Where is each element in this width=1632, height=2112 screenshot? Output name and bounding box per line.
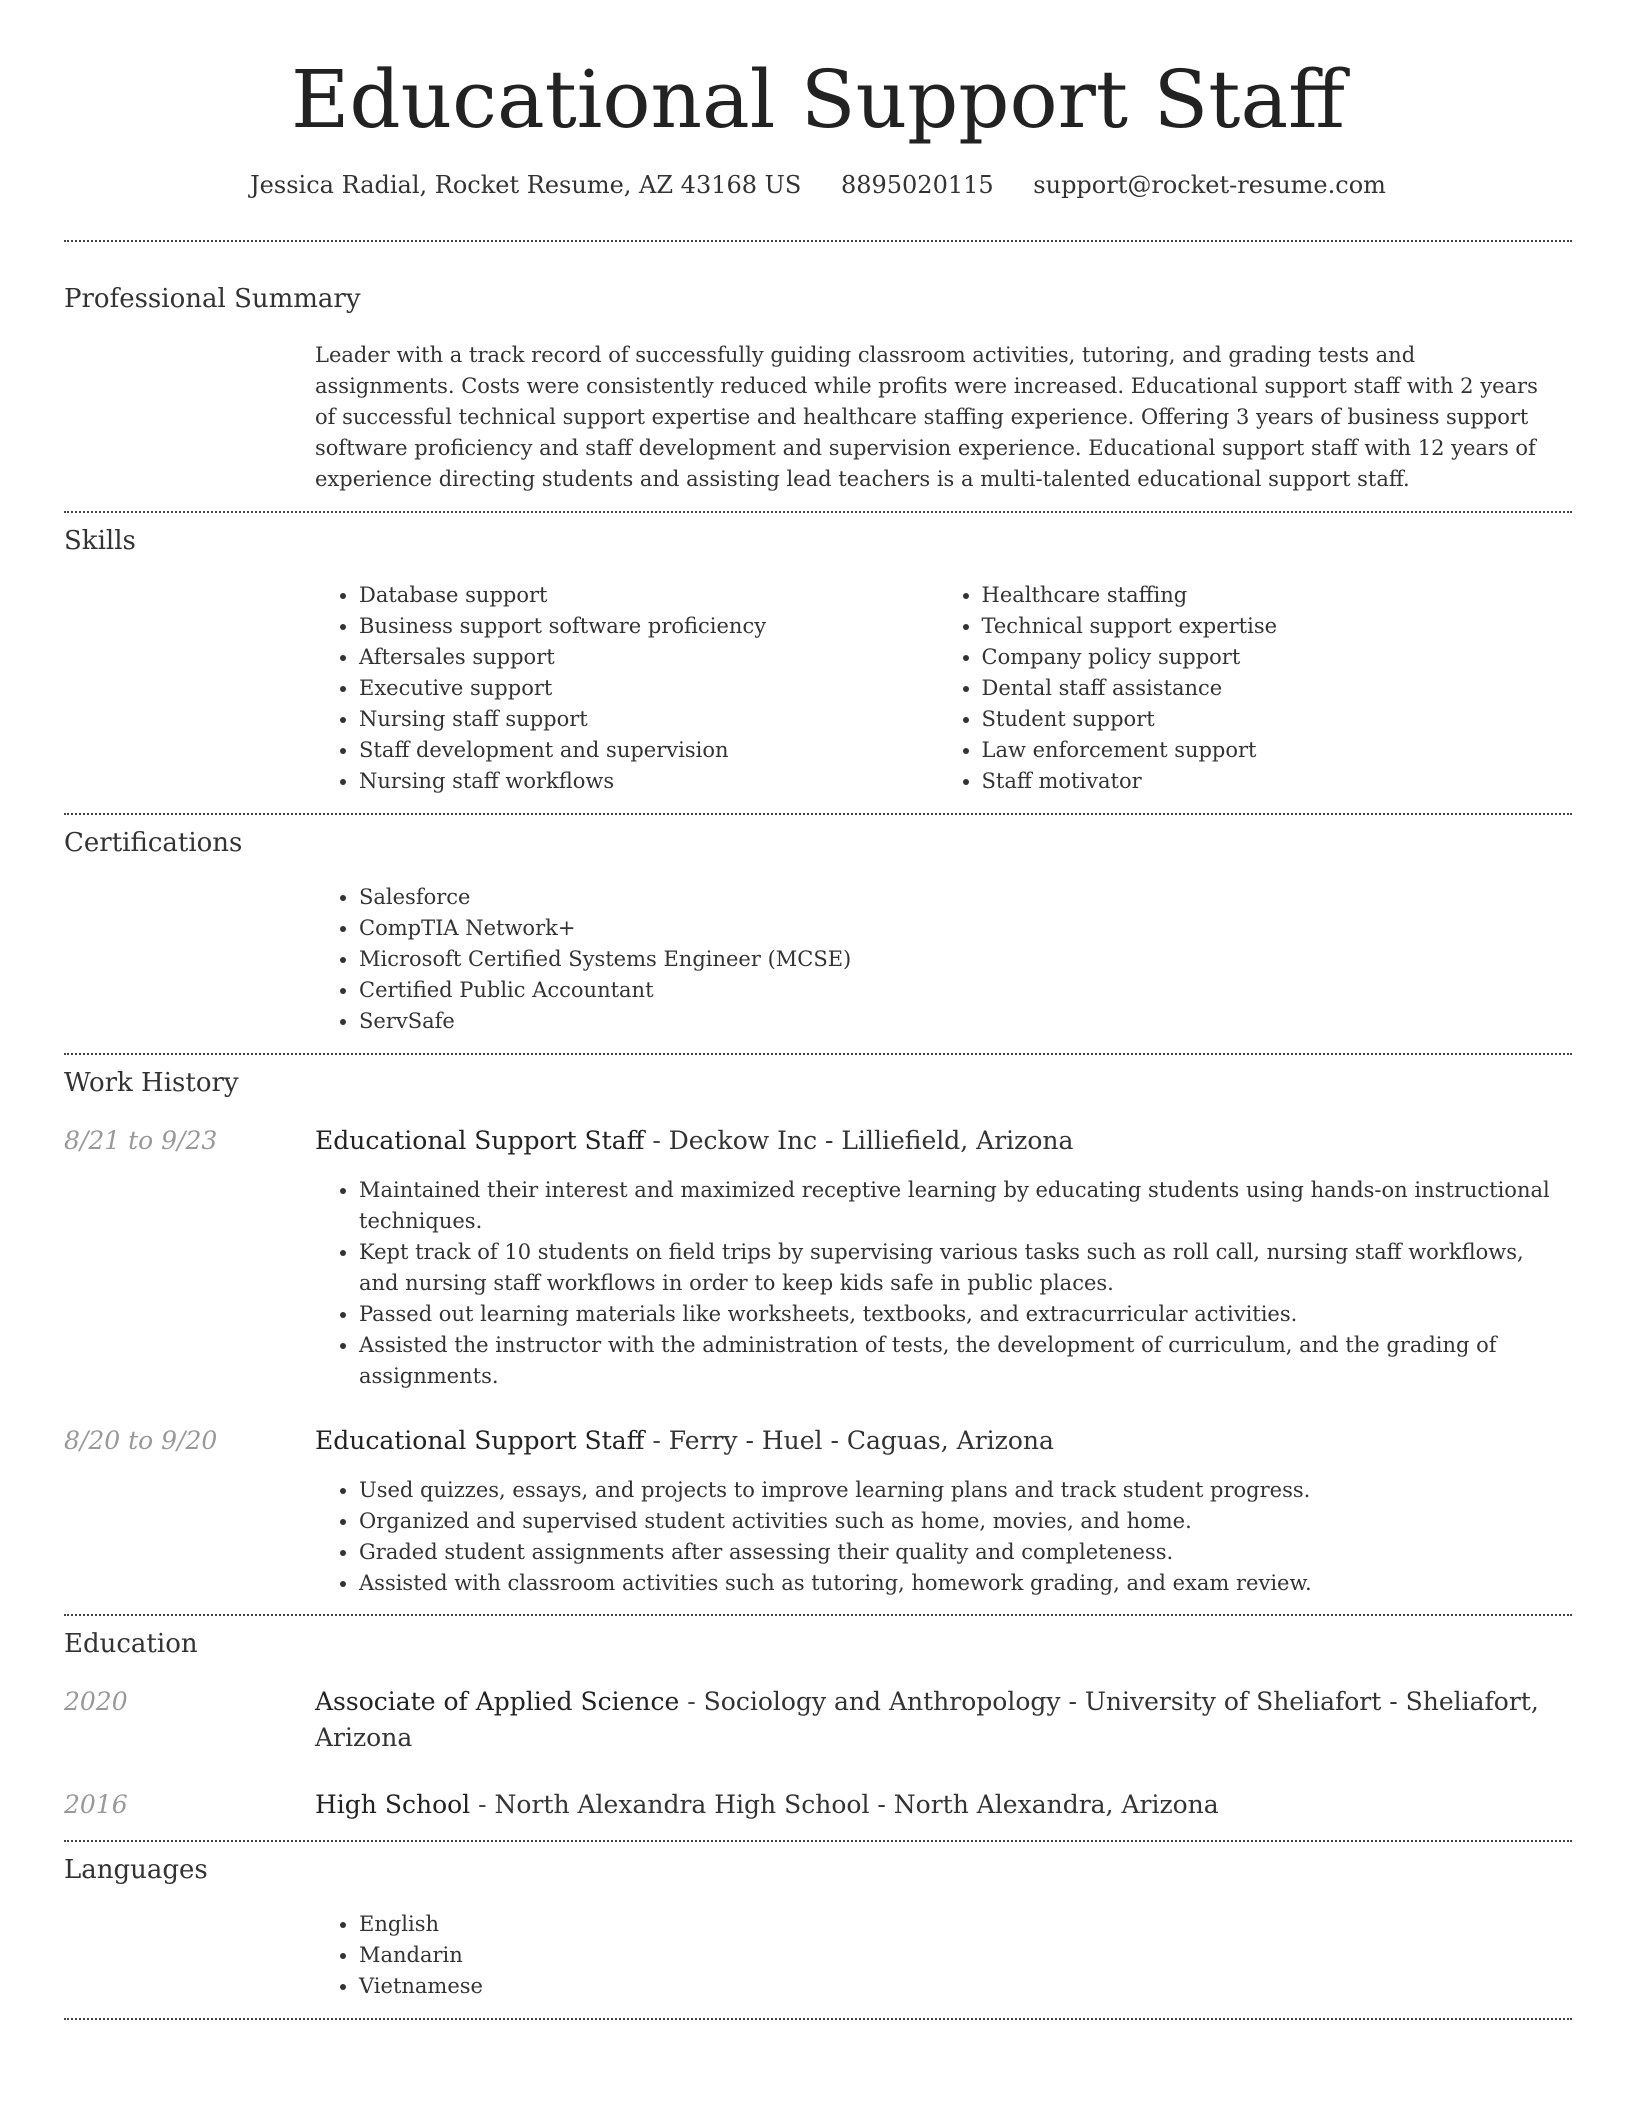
job-dates: 8/20 to 9/20 <box>64 1426 218 1455</box>
job-role: Educational Support Staff <box>315 1126 645 1155</box>
resume-name: Educational Support Staff <box>291 53 1345 146</box>
certification-item: • ServSafe <box>359 1006 1560 1037</box>
skill-item: • Technical support expertise <box>982 611 1561 642</box>
section-title-education: Education <box>64 1629 198 1659</box>
skill-item: • Student support <box>982 704 1561 735</box>
job-role: Educational Support Staff <box>315 1426 645 1455</box>
section-title-summary: Professional Summary <box>64 284 361 314</box>
divider <box>64 1053 1572 1055</box>
job-bullet: • Passed out learning materials like worksheets, textbooks, and extracurricular activities. <box>359 1299 1560 1330</box>
certifications-section <box>315 882 1560 1037</box>
certification-item: • Salesforce <box>359 882 1560 913</box>
divider <box>64 813 1572 815</box>
education-degree: Associate of Applied Science <box>315 1687 680 1716</box>
contact-phone: 8895020115 <box>840 171 994 199</box>
divider <box>64 511 1572 513</box>
job-bullets <box>315 1475 1560 1599</box>
certifications-list <box>315 882 1560 1037</box>
contact-line <box>64 168 1572 202</box>
job-heading: Educational Support Staff - Deckow Inc - Lilliefield, Arizona <box>315 1126 1074 1155</box>
skill-item: • Database support <box>359 580 938 611</box>
education-details: North Alexandra High School - North Alexandra, Arizona <box>494 1790 1219 1819</box>
section-title-skills: Skills <box>64 526 136 556</box>
language-item: • English <box>359 1909 1560 1940</box>
job-dates: 8/21 to 9/23 <box>64 1126 218 1155</box>
summary-section <box>315 340 1560 495</box>
divider <box>64 1614 1572 1616</box>
language-item: • Mandarin <box>359 1940 1560 1971</box>
divider <box>64 240 1572 242</box>
certification-item: • Certified Public Accountant <box>359 975 1560 1006</box>
contact-email: support@rocket-resume.com <box>1033 171 1386 199</box>
job-employer: Deckow Inc - Lilliefield, Arizona <box>668 1126 1074 1155</box>
divider <box>64 1840 1572 1842</box>
job-bullet: • Assisted the instructor with the administration of tests, the development of curriculum, and the grading of assignments. <box>359 1330 1560 1392</box>
divider <box>64 2018 1572 2020</box>
education-year: 2020 <box>64 1687 128 1716</box>
job-bullet: • Kept track of 10 students on field trips by supervising various tasks such as roll call, nursing staff workflows, and nursing staff workflows in order to keep kids safe in public places. <box>359 1237 1560 1299</box>
certification-item: • Microsoft Certified Systems Engineer (MCSE) <box>359 944 1560 975</box>
languages-section <box>315 1909 1560 2002</box>
education-degree: High School <box>315 1790 471 1819</box>
certification-item: • CompTIA Network+ <box>359 913 1560 944</box>
skill-item: • Executive support <box>359 673 938 704</box>
contact-address: Jessica Radial, Rocket Resume, AZ 43168 US <box>250 171 802 199</box>
skill-item: • Company policy support <box>982 642 1561 673</box>
section-title-work-history: Work History <box>64 1068 239 1098</box>
languages-list <box>315 1909 1560 2002</box>
job-bullet: • Graded student assignments after assessing their quality and completeness. <box>359 1537 1560 1568</box>
skills-section <box>315 580 1560 797</box>
skills-list-left <box>315 580 938 797</box>
education-entry: Associate of Applied Science - Sociology and Anthropology - University of Sheliafort - Sheliafort, Arizona <box>315 1687 1539 1752</box>
education-entry: High School - North Alexandra High School - North Alexandra, Arizona <box>315 1790 1219 1819</box>
language-item: • Vietnamese <box>359 1971 1560 2002</box>
skill-item: • Healthcare staffing <box>982 580 1561 611</box>
skill-item: • Nursing staff workflows <box>359 766 938 797</box>
job-bullet: • Used quizzes, essays, and projects to improve learning plans and track student progress. <box>359 1475 1560 1506</box>
job-employer: Ferry - Huel - Caguas, Arizona <box>668 1426 1054 1455</box>
job-bullets <box>315 1175 1560 1392</box>
skill-item: • Law enforcement support <box>982 735 1561 766</box>
job-bullet: • Organized and supervised student activities such as home, movies, and home. <box>359 1506 1560 1537</box>
job-bullet: • Maintained their interest and maximized receptive learning by educating students using hands-on instructional techniques. <box>359 1175 1560 1237</box>
education-year: 2016 <box>64 1790 128 1819</box>
skill-item: • Business support software proficiency <box>359 611 938 642</box>
job-heading: Educational Support Staff - Ferry - Huel - Caguas, Arizona <box>315 1426 1054 1455</box>
skill-item: • Aftersales support <box>359 642 938 673</box>
education-details: Sociology and Anthropology - University of Sheliafort - Sheliafort, Arizona <box>315 1687 1539 1752</box>
skills-list-right <box>938 580 1561 797</box>
job-bullet: • Assisted with classroom activities such as tutoring, homework grading, and exam review. <box>359 1568 1560 1599</box>
skill-item: • Dental staff assistance <box>982 673 1561 704</box>
section-title-languages: Languages <box>64 1855 208 1885</box>
section-title-certifications: Certifications <box>64 828 243 858</box>
skill-item: • Staff development and supervision <box>359 735 938 766</box>
summary-text: Leader with a track record of successfully guiding classroom activities, tutoring, and grading tests and assignments. Costs were consistently reduced while profits were increased. Educational support staff with 2 years of successful technical support expertise and healthcare staffing experience. Offering 3 years of business support software proficiency and staff development and supervision experience. Educational support staff with 12 years of experience directing students and assisting lead teachers is a multi-talented educational support staff. <box>315 343 1538 491</box>
skill-item: • Staff motivator <box>982 766 1561 797</box>
skill-item: • Nursing staff support <box>359 704 938 735</box>
